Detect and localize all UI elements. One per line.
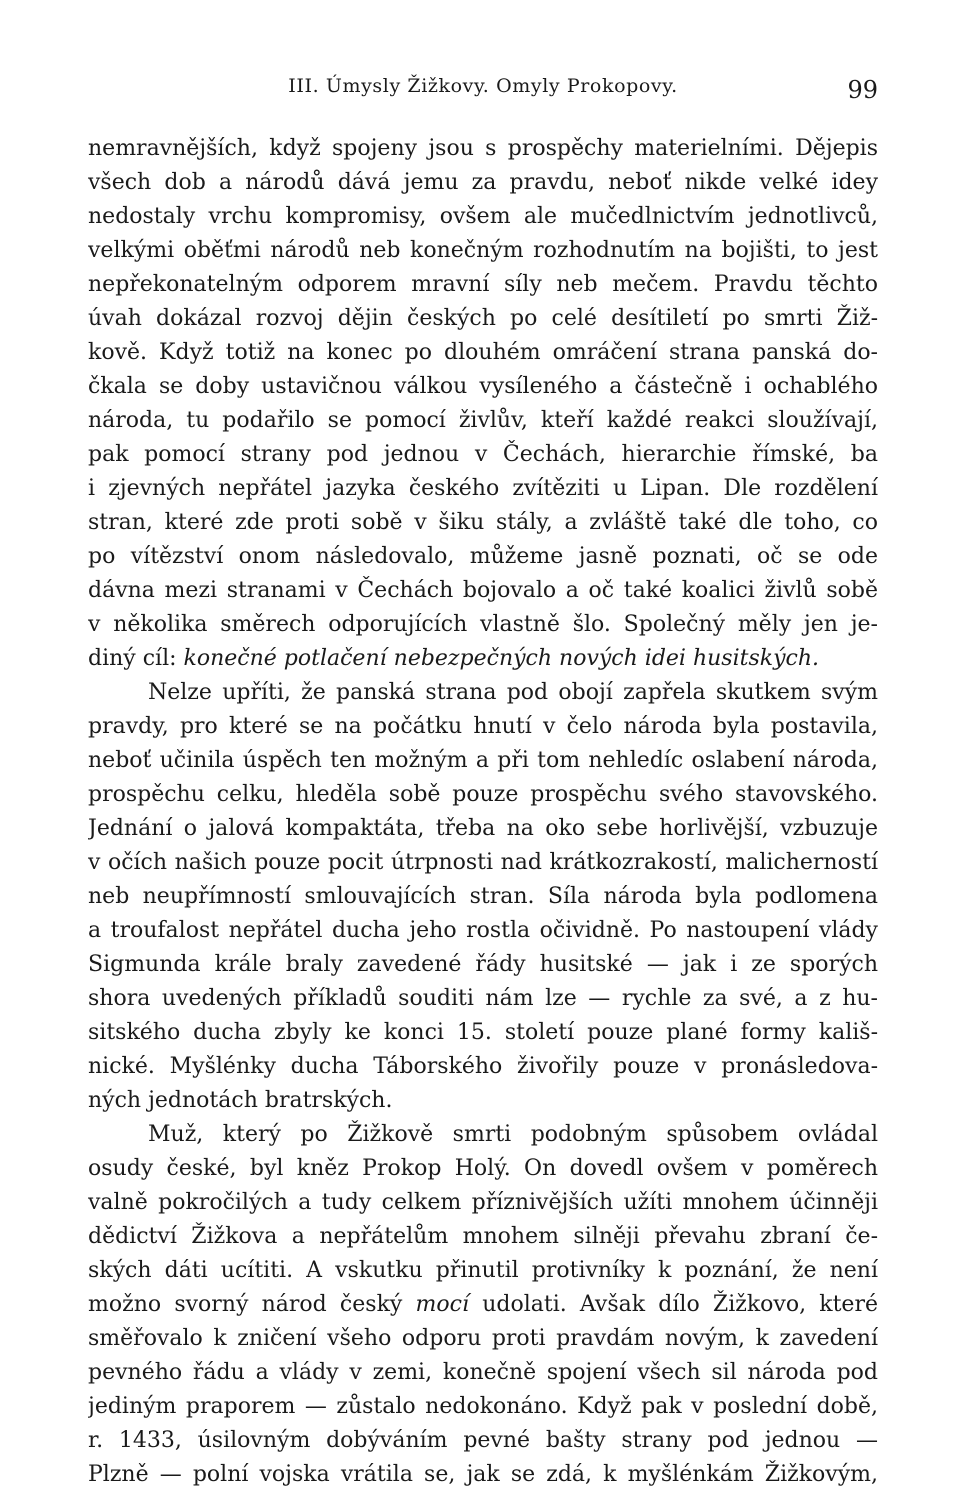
text-segment: neb neupřímností smlouvajících stran. Síla národa byla podlomena (88, 884, 878, 909)
text-segment: Sigmunda krále braly zavedené řády husitské — jak i ze sporých (88, 952, 878, 977)
text-line (88, 676, 878, 710)
text-segment: i zjevných nepřátel jazyka českého zvítěziti u Lipan. Dle rozdělení (88, 476, 878, 501)
text-segment: prospěchu celku, hleděla sobě pouze prospěchu svého stavovského. (88, 782, 878, 807)
text-segment: nemravnějších, když spojeny jsou s prospěchy materielními. Dějepis (88, 136, 878, 161)
text-segment: pevného řádu a vlády v zemi, konečně spojení všech sil národa pod (88, 1360, 878, 1385)
text-segment: valně pokročilých a tudy celkem příznivějších užíti mnohem účinněji (88, 1190, 878, 1215)
text-line (88, 608, 878, 642)
text-segment: diný cíl: (88, 646, 184, 671)
text-line (88, 1016, 878, 1050)
text-line (88, 1424, 878, 1458)
text-line (88, 1322, 878, 1356)
text-line (88, 812, 878, 846)
text-line (88, 1390, 878, 1424)
text-line (88, 336, 878, 370)
text-line (88, 132, 878, 166)
text-line (88, 166, 878, 200)
text-segment: národa, tu podařilo se pomocí živlův, kteří každé reakci sloužívají, (88, 408, 878, 433)
text-segment: směřovalo k zničení všeho odporu proti pravdám novým, k zavedení (88, 1326, 878, 1351)
text-line (88, 540, 878, 574)
text-line (88, 370, 878, 404)
text-line (88, 438, 878, 472)
text-segment: dávna mezi stranami v Čechách bojovalo a oč také koalici živlů sobě (88, 578, 878, 603)
text-line (88, 234, 878, 268)
text-line (88, 506, 878, 540)
text-line (88, 744, 878, 778)
text-segment: nické. Myšlénky ducha Táborského živořily pouze v pronásledova- (88, 1054, 878, 1079)
text-line (88, 1356, 878, 1390)
text-line (88, 982, 878, 1016)
text-line (88, 268, 878, 302)
text-line (88, 846, 878, 880)
body-text (88, 132, 878, 1492)
text-segment: v několika směrech odporujících vlastně šlo. Společný měly jen je- (88, 612, 878, 637)
text-line (88, 914, 878, 948)
text-segment: ských dáti ucítiti. A vskutku přinutil protivníky k poznání, že není (88, 1258, 878, 1283)
text-segment: úvah dokázal rozvoj dějin českých po celé desítiletí po smrti Žiž- (88, 306, 878, 331)
text-segment: nepřekonatelným odporem mravní síly neb mečem. Pravdu těchto (88, 272, 878, 297)
emphasized-text: konečné potlačení nebezpečných nových idei husitských. (183, 646, 819, 671)
text-segment: osudy české, byl kněz Prokop Holý. On dovedl ovšem v poměrech (88, 1156, 878, 1181)
text-segment: v očích našich pouze pocit útrpnosti nad krátkozrakostí, malicherností (88, 850, 878, 875)
text-segment: jediným praporem — zůstalo nedokonáno. Když pak v poslední době, (88, 1394, 878, 1419)
text-segment: shora uvedených příkladů souditi nám lze — rychle za své, a z hu- (88, 986, 878, 1011)
text-segment: všech dob a národů dává jemu za pravdu, neboť nikde velké idey (88, 170, 878, 195)
text-segment: dědictví Žižkova a nepřátelům mnohem silněji převahu zbraní če- (88, 1224, 878, 1249)
emphasized-text: mocí (415, 1292, 469, 1317)
text-line (88, 948, 878, 982)
text-segment: neboť učinila úspěch ten možným a při tom nehledíc oslabení národa, (88, 748, 878, 773)
text-segment: ných jednotách bratrských. (88, 1088, 393, 1113)
text-segment: pak pomocí strany pod jednou v Čechách, hierarchie římské, ba (88, 442, 878, 467)
text-line (88, 472, 878, 506)
running-head (88, 66, 878, 106)
text-segment: Nelze upříti, že panská strana pod obojí zapřela skutkem svým (148, 680, 878, 705)
text-segment: čkala se doby ustavičnou válkou vysíleného a částečně i ochablého (88, 374, 878, 399)
text-line (88, 1220, 878, 1254)
text-segment: Plzně — polní vojska vrátila se, jak se zdá, k myšlénkám Žižkovým, (88, 1462, 878, 1487)
text-line (88, 1084, 878, 1118)
text-line (88, 574, 878, 608)
page-number: 99 (847, 76, 878, 104)
text-segment: nedostaly vrchu kompromisy, ovšem ale mučedlnictvím jednotlivců, (88, 204, 878, 229)
text-segment: po vítězství onom následovalo, můžeme jasně poznati, oč se ode (88, 544, 878, 569)
chapter-title: III. Úmysly Žižkovy. Omyly Prokopovy. (288, 75, 678, 97)
text-line (88, 302, 878, 336)
text-segment: Jednání o jalová kompaktáta, třeba na oko sebe horlivější, vzbuzuje (88, 816, 878, 841)
text-segment: udolati. Avšak dílo Žižkovo, které (469, 1292, 878, 1317)
text-line (88, 1288, 878, 1322)
text-segment: stran, které zde proti sobě v šiku stály, a zvláště také dle toho, co (88, 510, 878, 535)
text-line (88, 778, 878, 812)
text-line (88, 1152, 878, 1186)
text-segment: možno svorný národ český (88, 1292, 416, 1317)
text-line (88, 880, 878, 914)
text-line (88, 1050, 878, 1084)
text-segment: sitského ducha zbyly ke konci 15. století pouze plané formy kališ- (88, 1020, 878, 1045)
text-line (88, 1254, 878, 1288)
text-line (88, 642, 878, 676)
text-line (88, 404, 878, 438)
text-line (88, 200, 878, 234)
text-line (88, 1458, 878, 1492)
text-segment: r. 1433, úsilovným dobýváním pevné bašty strany pod jednou — (88, 1428, 878, 1453)
text-segment: kově. Když totiž na konec po dlouhém omráčení strana panská do- (88, 340, 878, 365)
text-line (88, 1186, 878, 1220)
text-segment: velkými oběťmi národů neb konečným rozhodnutím na bojišti, to jest (88, 238, 878, 263)
text-segment: pravdy, pro které se na počátku hnutí v čelo národa byla postavila, (88, 714, 878, 739)
text-segment: Muž, který po Žižkově smrti podobným spůsobem ovládal (148, 1122, 878, 1147)
text-segment: a troufalost nepřátel ducha jeho rostla očividně. Po nastoupení vlády (88, 918, 878, 943)
text-line (88, 710, 878, 744)
text-line (88, 1118, 878, 1152)
